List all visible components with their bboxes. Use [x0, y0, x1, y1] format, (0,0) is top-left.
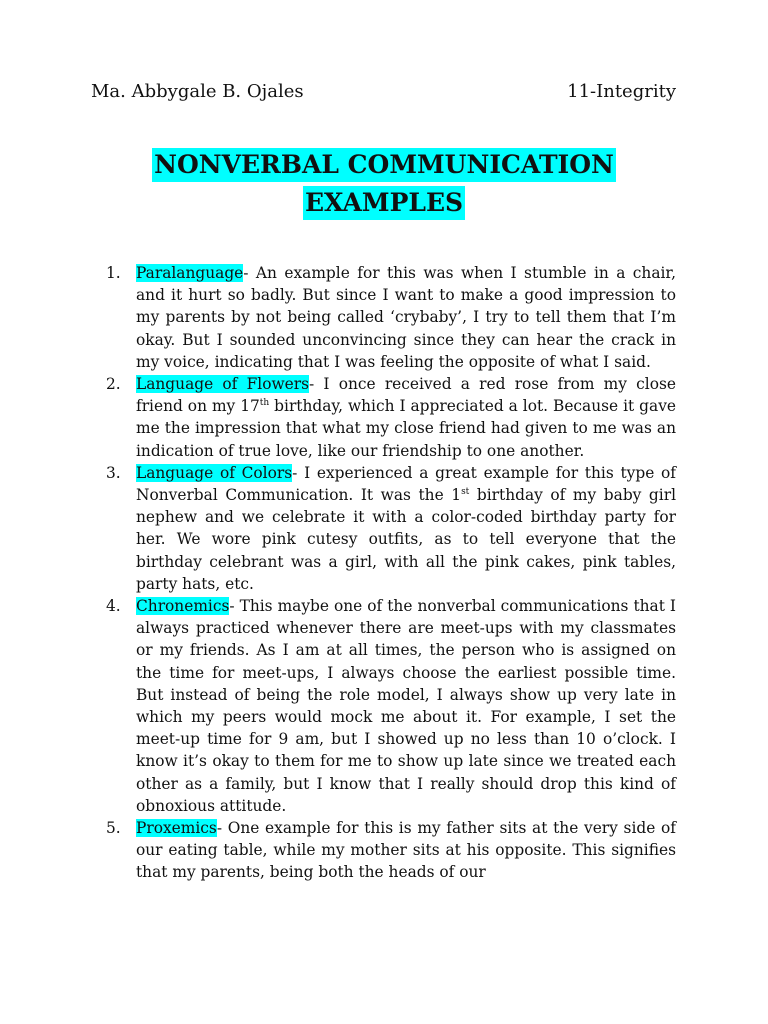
title-line-2: EXAMPLES — [303, 186, 465, 220]
item-number: 5. — [106, 819, 121, 838]
class-section: 11-Integrity — [567, 81, 676, 102]
item-text: - I experienced a great example for this type of Nonverbal Communication. It was the 1 — [136, 463, 676, 505]
item-number: 1. — [106, 264, 121, 282]
term-highlight: Proxemics — [136, 819, 217, 838]
item-number: 2. — [106, 375, 121, 394]
item-text: - I once received a red rose from my close friend on my 17 — [136, 375, 676, 416]
item-number: 4. — [106, 597, 121, 616]
list-item-language-of-flowers — [106, 373, 677, 462]
author-name: Ma. Abbygale B. Ojales — [91, 81, 304, 102]
list-item-chronemics — [106, 595, 676, 817]
title-line-1: NONVERBAL COMMUNICATION — [152, 148, 616, 182]
term-highlight: Language of Flowers — [136, 375, 309, 394]
term-highlight: Language of Colors — [136, 463, 293, 482]
term-highlight: Chronemics — [136, 597, 230, 616]
examples-list — [0, 262, 768, 884]
document-header — [91, 80, 676, 104]
list-item-language-of-colors — [106, 462, 676, 595]
item-text: - This maybe one of the nonverbal communications that I always practiced whenever there are meet-ups with my classmates or my friends. As I am at all times, the person who is assigned on the time for meet-ups, I always choose the earliest possible time. But instead of being the role model, I always show up very late in which my peers would mock me about it. For example, I set the meet-up time for 9 am, but I showed up no less than 10 o’clock. I know it’s okay to them for me to show up late since we treated each other as a family, but I know that I really should drop this kind of obnoxious attitude. — [136, 597, 676, 815]
term-highlight: Paralanguage — [136, 264, 244, 282]
ordinal-suffix: st — [461, 486, 470, 497]
ordinal-suffix: th — [259, 398, 270, 409]
item-number: 3. — [106, 463, 121, 482]
item-text-cont: birthday of my baby girl nephew and we celebrate it with a color-coded birthday party for her. We wore pink cutesy outfits, as to tell everyone that the birthday celebrant was a girl, with all the pink cakes, pink tables, party hats, etc. — [136, 486, 676, 593]
item-text: - An example for this was when I stumble in a chair, and it hurt so badly. But since I want to make a good impression to my parents by not being called ‘crybaby’, I try to tell them that I’m okay. But I sounded unconvincing since they can hear the crack in my voice, indicating that I was feeling the opposite of what I said. — [136, 264, 676, 371]
list-item-paralanguage — [106, 262, 676, 373]
list-item-proxemics — [106, 817, 676, 884]
item-text: - One example for this is my father sits at the very side of our eating table, while my mother sits at his opposite. This signifies that my parents, being both the heads of our — [136, 819, 676, 882]
page-title — [0, 146, 768, 222]
item-text-cont: birthday, which I appreciated a lot. Because it gave me the impression that what my close friend had given to me was an indication of true love, like our friendship to one another. — [136, 397, 677, 460]
